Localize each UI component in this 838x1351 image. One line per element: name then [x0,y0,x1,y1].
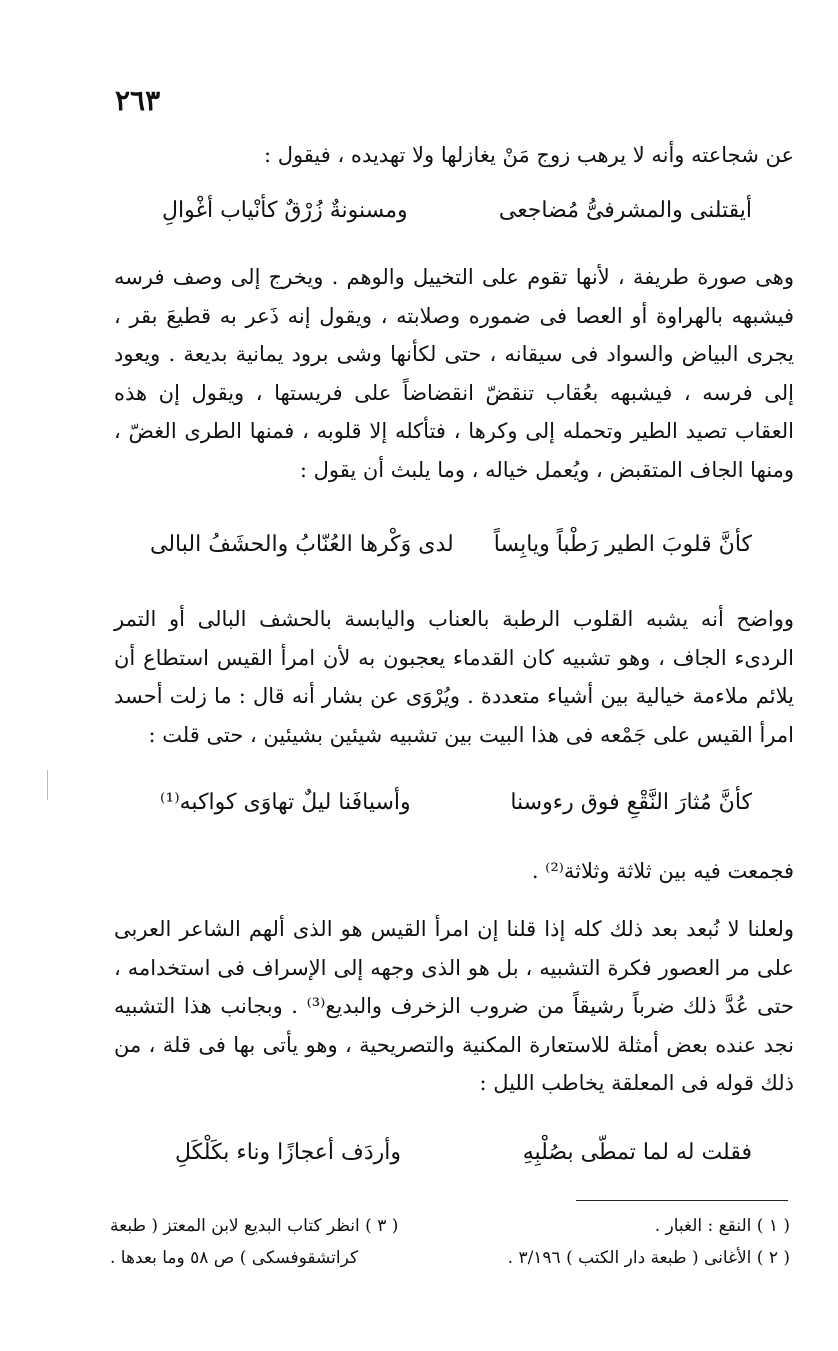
footnote-divider [576,1200,788,1201]
footnote-3: ( ٣ ) انظر كتاب البديع لابن المعتز ( طبعة [110,1216,399,1236]
paragraph-3: وواضح أنه يشبه القلوب الرطبة بالعناب واليابسة بالحشف البالى أو التمر الردىء الجاف ، وهو تشبيه كان القدماء يعجبون به لأن امرأ القيس استطاع أن يلائم ملاءمة خيالية بين أشياء متعددة . ويُرْوَى عن بشار أنه قال : ما زلت أحسد امرأ القيس على جَمْعه فى هذا البيت بين تشبيه شيئين بشيئين ، حتى قلت : [114,607,794,747]
verse-2-second-hemistich: لدى وَكْرها العُنّابُ والحشَفُ البالى [150,532,454,557]
verse-2-first-hemistich: كأنَّ قلوبَ الطير رَطْباً ويابِساً [493,532,752,557]
verse-1-second-hemistich: ومسنونةٌ زُرْقٌ كأنْياب أغْوالِ [162,198,408,223]
verse-1 [162,198,752,234]
footnote-1: ( ١ ) النقع : الغبار . [654,1216,790,1236]
verse-3-first-hemistich: كأنَّ مُثارَ النَّقْعِ فوق رءوسنا [510,790,752,815]
verse-3 [160,790,752,826]
verse-4-first-hemistich: فقلت له لما تمطّى بصُلْبِهِ [522,1140,752,1165]
verse-4-second-hemistich: وأردَف أعجازًا وناء بكَلْكَلِ [175,1140,401,1165]
verse-2 [150,532,752,568]
paragraph-2: وهى صورة طريفة ، لأنها تقوم على التخييل والوهم . ويخرج إلى وصف فرسه فيشبهه بالهراوة أو العصا فى ضموره وصلابته ، ويقول إنه ذَعر به قطيعَ بقر ، يجرى البياض والسواد فى سيقانه ، حتى لكأنها وشى برود يمانية بديعة . ويعود إلى فرسه ، فيشبهه بعُقاب تنقضّ انقضاضاً على فريستها ، ويقول إن هذه العقاب تصيد الطير وتحمله إلى وكرها ، فتأكله إلا قلوبه ، فمنها الطرى الغضّ ، ومنها الجاف المتقبض ، ويُعمل خياله ، وما يلبث أن يقول : [114,265,794,482]
paragraph-5: ولعلنا لا نُبعد بعد ذلك كله إذا قلنا إن امرأ القيس هو الذى ألهم الشاعر العربى على مر العصور فكرة التشبيه ، بل هو الذى وجهه إلى الإسراف فى استخدامه ، حتى عُدَّ ذلك ضرباً رشيقاً من ضروب الزخرف والبديع⁽³⁾ . وبجانب هذا التشبيه نجد عنده بعض أمثلة للاستعارة المكنية والتصريحية ، وهو يأتى بها فى قلة ، من ذلك قوله فى المعلقة يخاطب الليل : [114,917,795,1095]
paragraph-4: فجمعت فيه بين ثلاثة وثلاثة⁽²⁾ . [531,859,794,883]
verse-1-first-hemistich: أيقتلنى والمشرفىُّ مُضاجعى [498,198,752,223]
margin-mark [47,770,48,800]
footnote-2: ( ٢ ) الأغانى ( طبعة دار الكتب ) ٣/١٩٦ . [507,1248,790,1268]
verse-4 [175,1140,752,1176]
footnote-3-continuation: كراتشقوفسكى ) ص ٥٨ وما بعدها . [110,1248,359,1268]
page-number: ٢٦٣ [115,84,161,117]
paragraph-1: عن شجاعته وأنه لا يرهب زوج مَنْ يغازلها ولا تهديده ، فيقول : [263,143,794,167]
verse-3-second-hemistich: وأسيافَنا ليلٌ تهاوَى كواكبه⁽¹⁾ [160,790,411,815]
